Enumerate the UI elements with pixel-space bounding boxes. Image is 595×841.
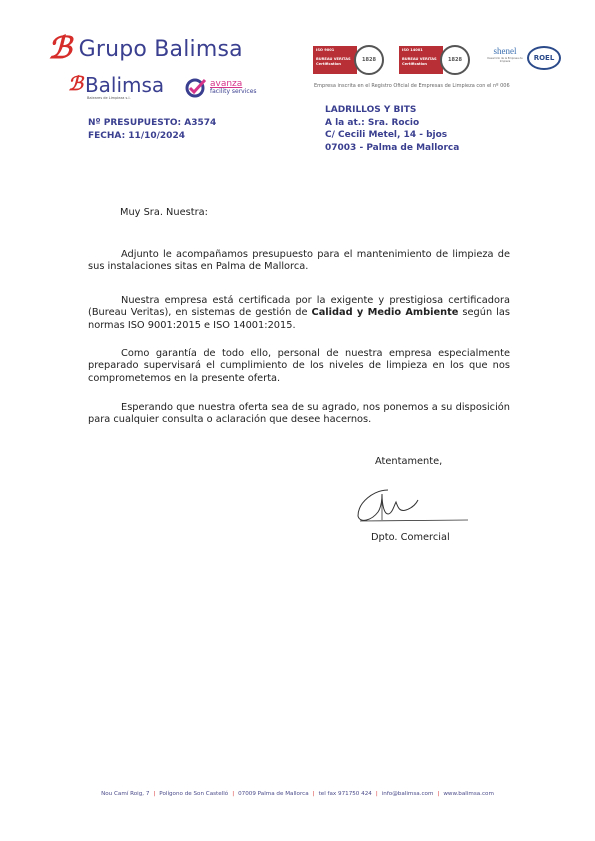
reference-block: [88, 117, 216, 142]
grupo-balimsa-logo: [48, 34, 243, 64]
paragraph-4-text: Esperando que nuestra oferta sea de su agrado, nos ponemos a su disposición para cualquier consulta o aclaración que desee hacernos.: [88, 402, 510, 426]
seal-year: 1828: [362, 57, 376, 63]
avanza-check-icon: [185, 78, 207, 98]
cert1-org: BUREAU VERITAS: [316, 57, 351, 62]
paragraph-3-text: Como garantía de todo ello, personal de nuestra empresa especialmente preparado supervisará el cumplimiento de los niveles de limpieza en los que nos comprometemos en la presente oferta.: [88, 348, 510, 384]
seal-year: 1828: [448, 57, 462, 63]
signature-department: Dpto. Comercial: [371, 532, 450, 543]
cert1-title: ISO 9001: [316, 48, 335, 52]
roel-logo: [527, 46, 561, 70]
footer-contact: Nou Camí Roig, 7 | Polígono de Son Castelló | 07009 Palma de Mallorca | tel fax 971750 424 | info@balimsa.com | www.balimsa.com: [101, 791, 494, 797]
recipient-address: [325, 104, 459, 154]
footer-area: Polígono de Son Castelló: [159, 791, 229, 797]
paragraph-2: [88, 295, 510, 332]
bureau-veritas-seal-icon: [440, 45, 470, 75]
shenel-logo: [487, 46, 523, 63]
paragraph-2-text-b: según las normas ISO 9001:2015 e ISO 14001:2015.: [88, 307, 510, 331]
paragraph-2-bold: Calidad y Medio Ambiente: [311, 307, 459, 319]
iso-14001-badge: [399, 44, 470, 76]
footer-email: info@balimsa.com: [381, 791, 434, 797]
balimsa-b-mark-icon: ℬ: [48, 32, 72, 65]
footer-phone: tel fax 971750 424: [318, 791, 372, 797]
letter-date: FECHA: 11/10/2024: [88, 130, 185, 141]
balimsa-b-mark-icon: ℬ: [68, 74, 83, 95]
closing: Atentamente,: [375, 456, 443, 467]
recipient-city: 07003 - Palma de Mallorca: [325, 142, 460, 153]
footer-address: Nou Camí Roig, 7: [101, 791, 150, 797]
footer-city: 07009 Palma de Mallorca: [238, 791, 309, 797]
paragraph-1-text: Adjunto le acompañamos presupuesto para el mantenimiento de limpieza de sus instalaciones sitas en Palma de Mallorca.: [88, 249, 510, 273]
recipient-company: LADRILLOS Y BITS: [325, 105, 417, 115]
salutation: Muy Sra. Nuestra:: [120, 207, 208, 218]
brand-name: Balimsa: [84, 73, 165, 97]
cert2-org: BUREAU VERITAS: [402, 57, 437, 62]
cert2-sub: Certification: [402, 61, 427, 66]
paragraph-3: [88, 348, 510, 385]
bureau-veritas-seal-icon: [354, 45, 384, 75]
cert1-sub: Certification: [316, 61, 341, 66]
paragraph-4: [88, 402, 510, 427]
iso-9001-badge: [313, 44, 384, 76]
budget-number: Nº PRESUPUESTO: A3574: [88, 118, 217, 128]
footer-website: www.balimsa.com: [443, 791, 494, 797]
registry-note: Empresa inscrita en el Registro Oficial de Empresas de Limpieza con el nº 006: [314, 83, 510, 89]
recipient-street: C/ Cecili Metel, 14 - bjos: [325, 130, 448, 140]
avanza-logo: [185, 78, 257, 98]
group-name: Grupo Balimsa: [78, 36, 243, 62]
partner-sub: facility services: [210, 88, 257, 96]
shenel-sub: Desarrollo de la Empresa de limpieza: [487, 57, 523, 63]
shenel-label: shenel: [493, 46, 517, 56]
paragraph-2-text-a: Nuestra empresa está certificada por la exigente y prestigiosa certificadora (Bureau Veritas), en sistemas de gestión de: [88, 295, 510, 319]
partner-name: avanza: [210, 79, 243, 90]
brand-tagline: Baleares de Limpieza s.l.: [87, 96, 131, 100]
signature-icon: [352, 484, 472, 528]
cert2-title: ISO 14001: [402, 48, 423, 52]
paragraph-1: [88, 249, 510, 274]
recipient-attention: A la at.: Sra. Rocio: [325, 117, 420, 128]
roel-label: ROEL: [533, 54, 555, 62]
balimsa-logo: [68, 73, 165, 100]
